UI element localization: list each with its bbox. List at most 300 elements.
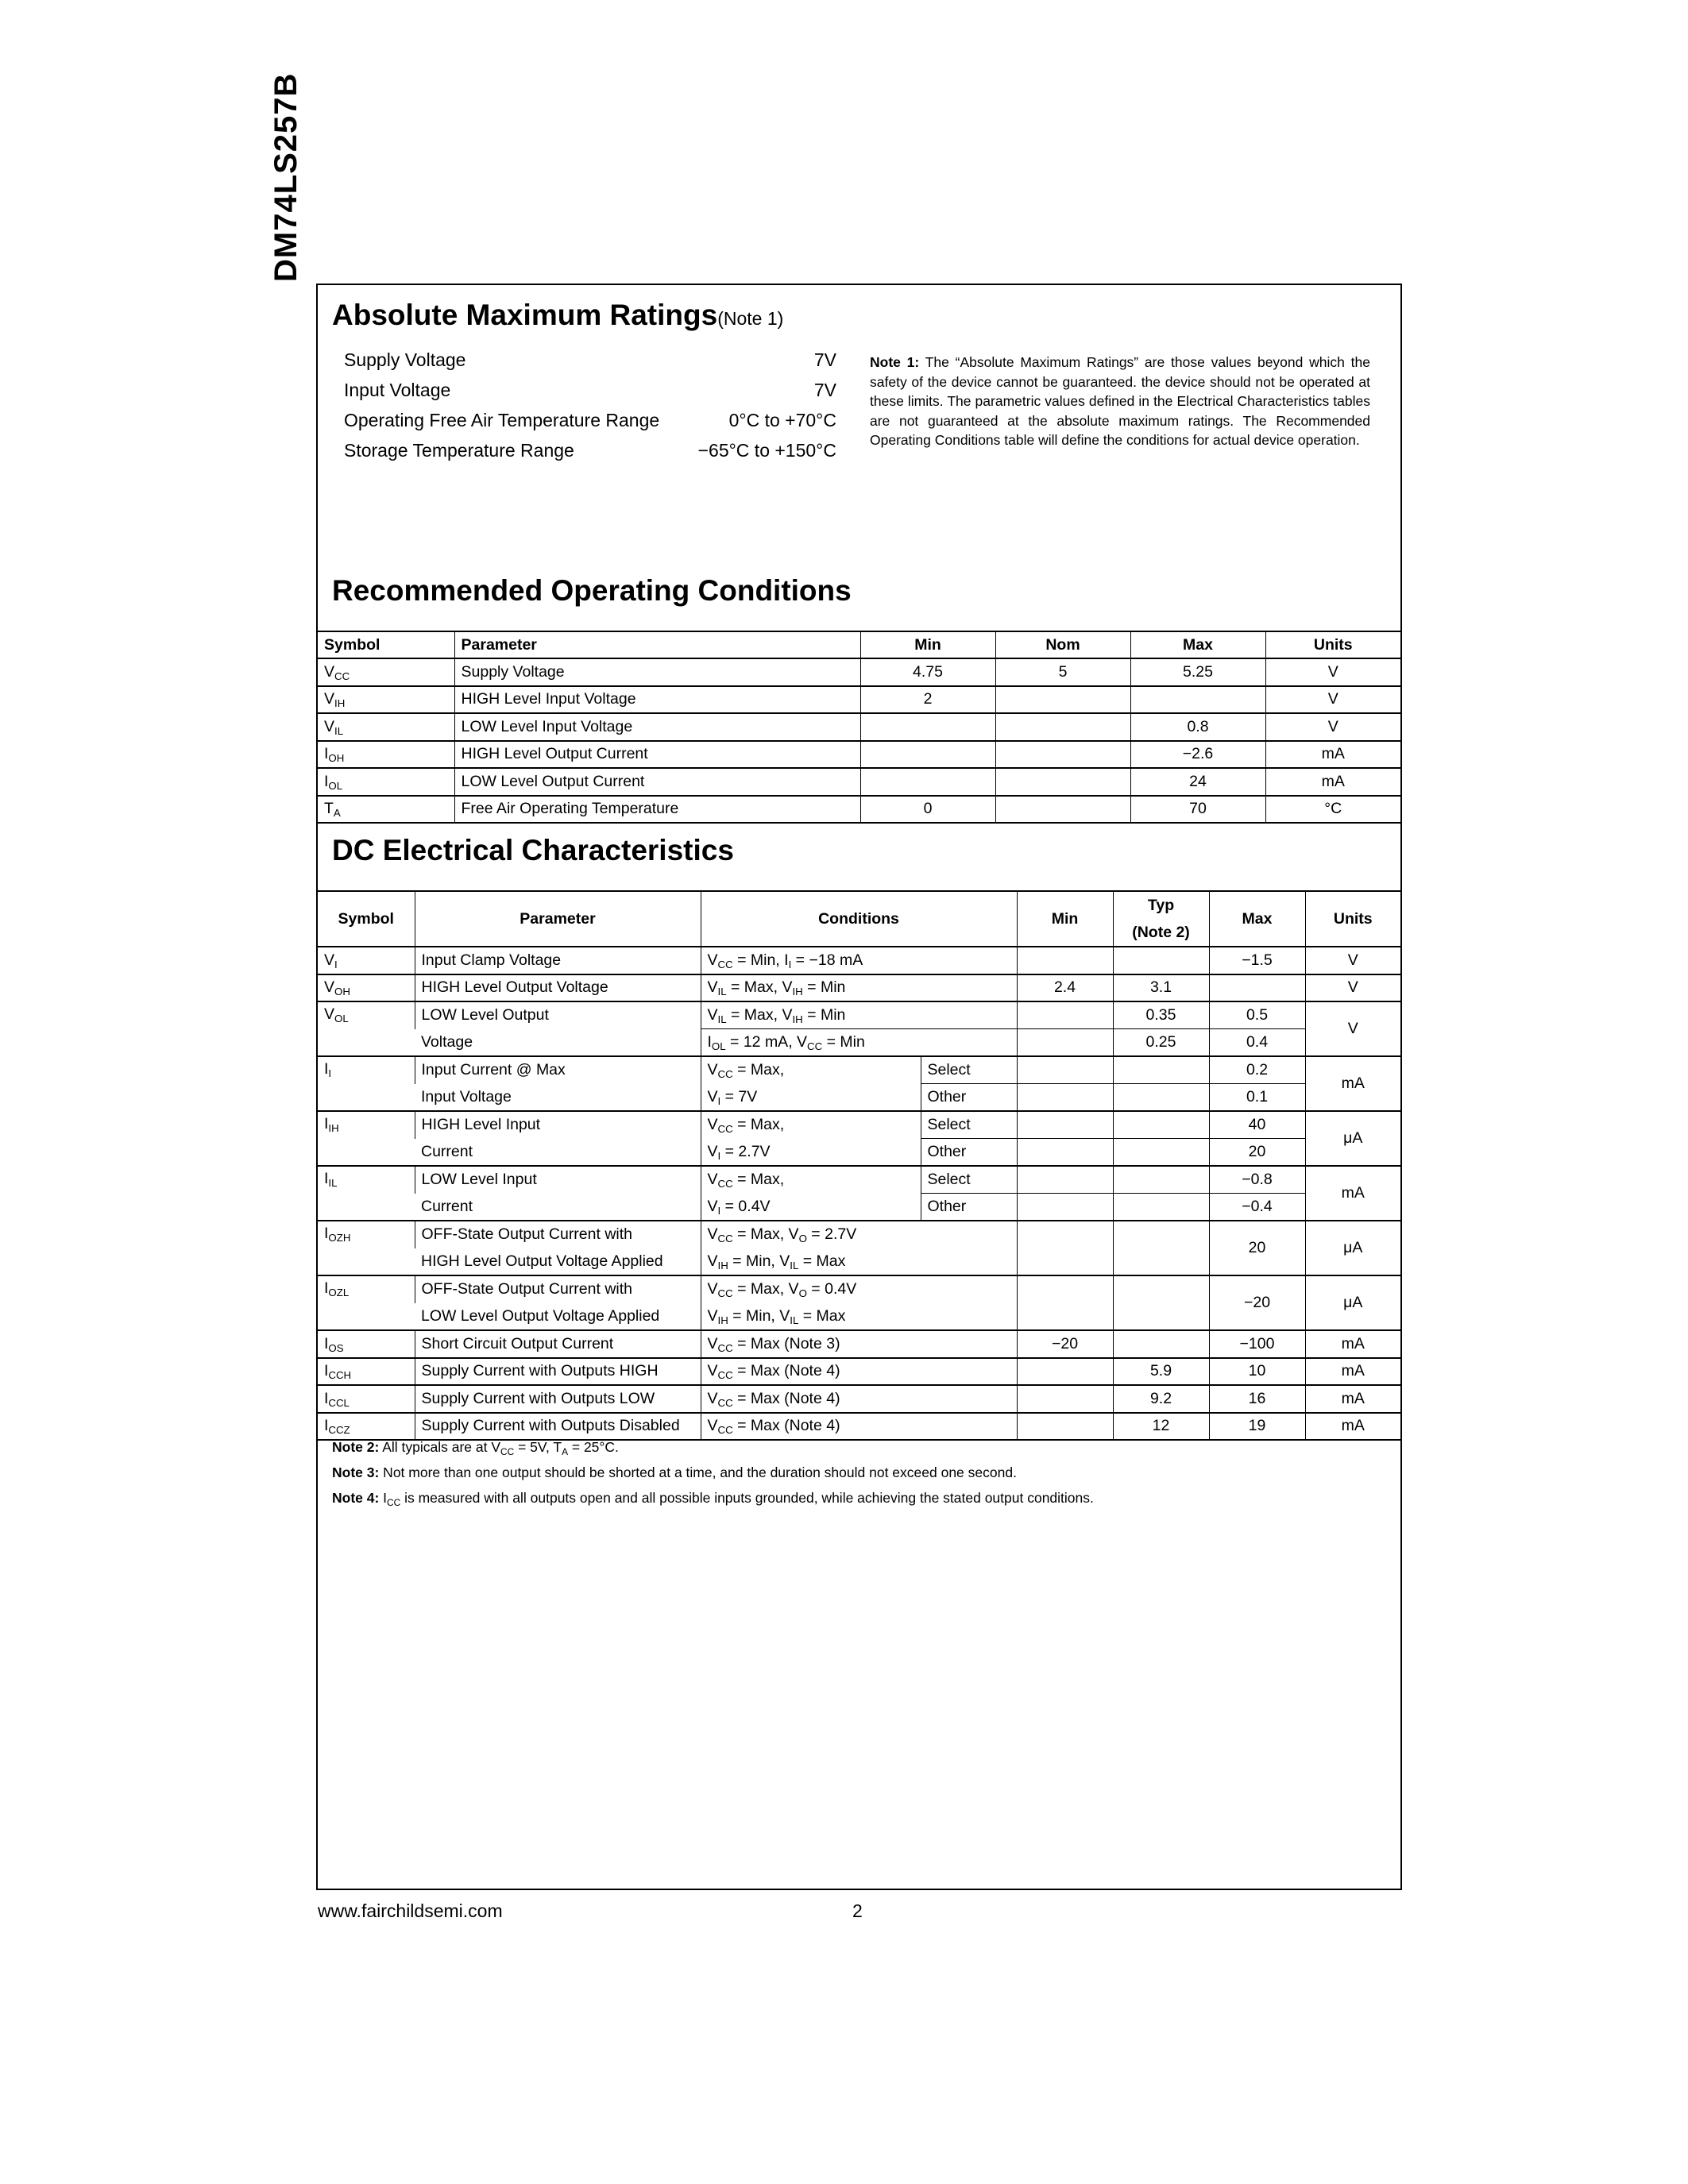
dc-parameter: Input Voltage — [415, 1084, 701, 1112]
dc-units: mA — [1305, 1166, 1400, 1221]
note-4-label: Note 4: — [332, 1490, 380, 1506]
dc-typ: 9.2 — [1113, 1385, 1209, 1413]
dc-min — [1017, 1358, 1113, 1386]
roc-units: V — [1265, 658, 1400, 686]
cond-text: = 2.7V — [806, 1225, 857, 1244]
dc-row — [318, 1111, 1400, 1139]
dc-header-units: Units — [1305, 891, 1400, 947]
dc-max: 0.4 — [1209, 1029, 1305, 1057]
dc-typ — [1113, 1084, 1209, 1112]
symbol-subscript: OZL — [328, 1287, 350, 1298]
roc-max: 0.8 — [1130, 713, 1265, 741]
cond-subscript: IH — [717, 1259, 728, 1271]
symbol-base: V — [324, 690, 335, 708]
roc-min — [860, 741, 995, 769]
cond-subscript: I — [788, 958, 792, 970]
dc-min — [1017, 1385, 1113, 1413]
cond-subscript: CC — [717, 1233, 733, 1245]
roc-parameter: LOW Level Input Voltage — [454, 713, 860, 741]
cond-subscript: CC — [717, 958, 733, 970]
roc-units: V — [1265, 713, 1400, 741]
cond-text: = Max (Note 4) — [732, 1362, 840, 1380]
dc-parameter: Current — [415, 1194, 701, 1221]
symbol-base: I — [324, 1225, 329, 1242]
rating-value: 7V — [813, 380, 836, 400]
cond-text: = Max, — [732, 1116, 785, 1134]
symbol-subscript: IL — [328, 1177, 338, 1189]
cond-text: = Max — [798, 1306, 846, 1325]
roc-parameter: HIGH Level Input Voltage — [454, 686, 860, 714]
rating-label: Input Voltage — [344, 380, 451, 400]
roc-max: 70 — [1130, 796, 1265, 824]
dc-symbol — [318, 1166, 415, 1221]
dc-parameter: HIGH Level Output Voltage — [415, 974, 701, 1002]
roc-parameter: HIGH Level Output Current — [454, 741, 860, 769]
dc-units: mA — [1305, 1358, 1400, 1386]
dc-row — [318, 1330, 1400, 1358]
dc-parameter: Current — [415, 1139, 701, 1167]
dc-conditions — [701, 1139, 921, 1167]
symbol-subscript: IH — [328, 1122, 339, 1134]
dc-input-select: Select — [921, 1056, 1017, 1084]
dc-min — [1017, 947, 1113, 974]
cond-subscript: CC — [717, 1369, 733, 1382]
cond-text: = Min — [822, 1033, 865, 1051]
roc-units: V — [1265, 686, 1400, 714]
dc-header-typ — [1113, 891, 1209, 947]
cond-text: V — [707, 1171, 718, 1189]
cond-subscript: IL — [717, 1013, 727, 1025]
cond-subscript: CC — [717, 1068, 733, 1081]
dc-header-max: Max — [1209, 891, 1305, 947]
rating-row — [344, 349, 836, 380]
roc-min: 2 — [860, 686, 995, 714]
note-1-label: Note 1: — [870, 354, 920, 370]
dc-max: 0.1 — [1209, 1084, 1305, 1112]
cond-text: = 2.7V — [720, 1142, 771, 1160]
symbol-subscript: I — [328, 1067, 332, 1079]
cond-text: = 0.4V — [720, 1197, 771, 1215]
dc-table — [318, 890, 1400, 1441]
dc-input-other: Other — [921, 1084, 1017, 1112]
dc-units: μA — [1305, 1111, 1400, 1166]
dc-max: 19 — [1209, 1413, 1305, 1441]
note-text: is measured with all outputs open and all possible inputs grounded, while achieving the stated output conditions. — [400, 1490, 1094, 1506]
cond-text: = −18 mA — [791, 951, 863, 969]
dc-row — [318, 1029, 1400, 1057]
dc-typ — [1113, 947, 1209, 974]
roc-header-min: Min — [860, 631, 995, 658]
roc-nom — [995, 796, 1130, 824]
symbol-base: I — [324, 1170, 329, 1187]
cond-text: V — [707, 1252, 718, 1270]
dc-conditions — [701, 1248, 1017, 1276]
dc-parameter: Supply Current with Outputs HIGH — [415, 1358, 701, 1386]
dc-header-typ-label: Typ — [1147, 897, 1175, 914]
cond-text: I — [707, 1033, 712, 1051]
dc-units: mA — [1305, 1330, 1400, 1358]
cond-text: V — [707, 1417, 718, 1435]
roc-header-row — [318, 631, 1400, 658]
symbol-base: I — [324, 1334, 329, 1352]
rating-row — [344, 410, 836, 440]
rating-label: Storage Temperature Range — [344, 440, 574, 461]
dc-row — [318, 1413, 1400, 1441]
rating-label: Supply Voltage — [344, 349, 466, 370]
cond-subscript: IL — [790, 1314, 799, 1326]
dc-typ: 0.25 — [1113, 1029, 1209, 1057]
dc-row — [318, 974, 1400, 1002]
symbol-subscript: A — [333, 807, 341, 820]
dc-input-other: Other — [921, 1139, 1017, 1167]
dc-symbol — [318, 1385, 415, 1413]
dc-symbol — [318, 1111, 415, 1166]
dc-header-symbol: Symbol — [318, 891, 415, 947]
cond-text: V — [707, 1142, 718, 1160]
dc-row — [318, 947, 1400, 974]
dc-units: mA — [1305, 1413, 1400, 1441]
dc-header-parameter: Parameter — [415, 891, 701, 947]
dc-min — [1017, 1413, 1113, 1441]
dc-parameter: LOW Level Output — [415, 1001, 701, 1029]
dc-conditions — [701, 1029, 1017, 1057]
dc-min — [1017, 1029, 1113, 1057]
cond-text: = Min, V — [728, 1306, 790, 1325]
cond-text: V — [707, 978, 718, 997]
dc-max: 10 — [1209, 1358, 1305, 1386]
symbol-base: V — [324, 951, 335, 969]
dc-max — [1209, 974, 1305, 1002]
dc-typ — [1113, 1330, 1209, 1358]
dc-typ — [1113, 1221, 1209, 1275]
symbol-subscript: OZH — [328, 1232, 351, 1244]
roc-symbol — [318, 768, 454, 796]
dc-max: −100 — [1209, 1330, 1305, 1358]
dc-max: 20 — [1209, 1139, 1305, 1167]
symbol-base: T — [324, 800, 334, 818]
dc-min: −20 — [1017, 1330, 1113, 1358]
rating-row — [344, 440, 836, 470]
cond-text: = Max — [798, 1252, 846, 1270]
cond-subscript: IL — [790, 1259, 799, 1271]
dc-symbol — [318, 974, 415, 1002]
rating-row — [344, 380, 836, 410]
dc-conditions — [701, 1413, 1017, 1441]
cond-subscript: IH — [717, 1314, 728, 1326]
dc-units: mA — [1305, 1056, 1400, 1111]
cond-subscript: IH — [792, 986, 803, 998]
roc-parameter: Supply Voltage — [454, 658, 860, 686]
abs-max-title-text: Absolute Maximum Ratings — [332, 299, 718, 331]
cond-text: = Min, I — [732, 951, 789, 969]
dc-header-row — [318, 891, 1400, 947]
note-subscript: CC — [500, 1446, 515, 1457]
dc-conditions — [701, 1330, 1017, 1358]
dc-parameter: Supply Current with Outputs LOW — [415, 1385, 701, 1413]
roc-symbol — [318, 713, 454, 741]
dc-min — [1017, 1194, 1113, 1221]
dc-max: 20 — [1209, 1221, 1305, 1275]
dc-title: DC Electrical Characteristics — [332, 834, 734, 866]
cond-text: V — [707, 951, 718, 969]
dc-row — [318, 1275, 1400, 1303]
dc-max: 0.5 — [1209, 1001, 1305, 1029]
note-3-label: Note 3: — [332, 1464, 380, 1480]
symbol-base: I — [324, 1362, 329, 1380]
cond-subscript: IL — [717, 986, 727, 998]
dc-min: 2.4 — [1017, 974, 1113, 1002]
dc-max: 0.2 — [1209, 1056, 1305, 1084]
roc-parameter: LOW Level Output Current — [454, 768, 860, 796]
roc-symbol — [318, 796, 454, 824]
cond-text: = Min, V — [728, 1252, 790, 1270]
note-text: = 5V, T — [514, 1439, 562, 1455]
symbol-subscript: CCZ — [328, 1424, 350, 1437]
roc-symbol — [318, 741, 454, 769]
dc-conditions — [701, 1385, 1017, 1413]
roc-units: mA — [1265, 768, 1400, 796]
symbol-subscript: OL — [334, 1013, 349, 1024]
dc-symbol — [318, 1001, 415, 1056]
dc-header-min: Min — [1017, 891, 1113, 947]
roc-row — [318, 686, 1400, 714]
roc-min — [860, 768, 995, 796]
symbol-subscript: OH — [328, 752, 345, 765]
dc-conditions — [701, 974, 1017, 1002]
rating-value: −65°C to +150°C — [697, 440, 836, 461]
dc-symbol — [318, 1413, 415, 1441]
dc-input-other: Other — [921, 1194, 1017, 1221]
roc-table — [318, 631, 1400, 824]
note-subscript: CC — [387, 1497, 401, 1508]
dc-parameter: Short Circuit Output Current — [415, 1330, 701, 1358]
dc-row — [318, 1084, 1400, 1112]
roc-header-units: Units — [1265, 631, 1400, 658]
cond-subscript: CC — [717, 1396, 733, 1409]
footer-page-number: 2 — [852, 1900, 863, 1921]
dc-symbol — [318, 1330, 415, 1358]
cond-text: V — [707, 1389, 718, 1407]
symbol-base: I — [324, 1389, 329, 1407]
abs-max-note-ref: (Note 1) — [717, 308, 784, 329]
symbol-base: I — [324, 1060, 329, 1078]
roc-units: °C — [1265, 796, 1400, 824]
roc-nom — [995, 768, 1130, 796]
dc-symbol — [318, 1358, 415, 1386]
cond-text: V — [707, 1334, 718, 1352]
dc-parameter: HIGH Level Input — [415, 1111, 701, 1139]
dc-conditions — [701, 1056, 921, 1084]
dc-header-typ-note: (Note 2) — [1132, 924, 1190, 941]
dc-parameter: LOW Level Input — [415, 1166, 701, 1194]
cond-text: = 12 mA, V — [725, 1033, 808, 1051]
dc-conditions — [701, 1084, 921, 1112]
dc-max: −0.4 — [1209, 1194, 1305, 1221]
roc-row — [318, 741, 1400, 769]
roc-row — [318, 658, 1400, 686]
symbol-subscript: I — [334, 958, 338, 970]
dc-conditions — [701, 947, 1017, 974]
roc-parameter: Free Air Operating Temperature — [454, 796, 860, 824]
cond-text: = Max, V — [726, 1006, 793, 1024]
roc-max: 24 — [1130, 768, 1265, 796]
cond-text: V — [707, 1197, 718, 1215]
note-4 — [332, 1490, 1094, 1515]
dc-conditions — [701, 1111, 921, 1139]
cond-text: = 0.4V — [806, 1280, 857, 1298]
cond-text: V — [707, 1362, 718, 1380]
note-2-label: Note 2: — [332, 1439, 380, 1455]
cond-text: = Max (Note 3) — [732, 1334, 840, 1352]
note-subscript: A — [562, 1446, 568, 1457]
dc-min — [1017, 1111, 1113, 1139]
dc-units: V — [1305, 974, 1400, 1002]
cond-text: = Max, — [732, 1171, 785, 1189]
dc-units: μA — [1305, 1275, 1400, 1330]
roc-row — [318, 713, 1400, 741]
cond-text: V — [707, 1280, 718, 1298]
cond-subscript: I — [717, 1149, 721, 1162]
symbol-base: I — [324, 1417, 329, 1435]
dc-typ: 3.1 — [1113, 974, 1209, 1002]
cond-subscript: OL — [711, 1040, 726, 1052]
cond-text: = Max, — [732, 1061, 785, 1079]
cond-text: V — [707, 1225, 718, 1244]
cond-text: = Max (Note 4) — [732, 1389, 840, 1407]
dc-max: 16 — [1209, 1385, 1305, 1413]
note-text: I — [379, 1490, 388, 1506]
dc-conditions — [701, 1166, 921, 1194]
dc-min — [1017, 1001, 1113, 1029]
dc-symbol — [318, 1221, 415, 1275]
roc-min: 4.75 — [860, 658, 995, 686]
abs-max-title — [332, 299, 783, 332]
note-3 — [332, 1464, 1094, 1490]
note-2 — [332, 1439, 1094, 1464]
roc-units: mA — [1265, 741, 1400, 769]
dc-row — [318, 1221, 1400, 1248]
cond-subscript: CC — [717, 1123, 733, 1136]
symbol-base: I — [324, 1115, 329, 1133]
dc-conditions — [701, 1303, 1017, 1331]
symbol-base: V — [324, 1005, 335, 1023]
roc-nom — [995, 741, 1130, 769]
roc-min — [860, 713, 995, 741]
symbol-subscript: IL — [334, 724, 344, 737]
rating-value: 0°C to +70°C — [728, 410, 836, 430]
cond-text: = 7V — [720, 1087, 758, 1106]
roc-header-parameter: Parameter — [454, 631, 860, 658]
dc-row — [318, 1139, 1400, 1167]
dc-parameter: Input Current @ Max — [415, 1056, 701, 1084]
dc-row — [318, 1194, 1400, 1221]
cond-subscript: CC — [807, 1040, 823, 1052]
cond-text: = Min — [802, 978, 846, 997]
cond-subscript: IH — [792, 1013, 803, 1025]
roc-symbol — [318, 658, 454, 686]
dc-conditions — [701, 1275, 1017, 1303]
roc-row — [318, 768, 1400, 796]
dc-typ — [1113, 1275, 1209, 1330]
symbol-subscript: CCL — [328, 1396, 350, 1409]
dc-typ: 12 — [1113, 1413, 1209, 1441]
cond-subscript: O — [798, 1287, 807, 1300]
dc-input-select: Select — [921, 1111, 1017, 1139]
dc-conditions — [701, 1221, 1017, 1248]
part-number-side-title: DM74LS257B — [268, 72, 303, 282]
symbol-subscript: OS — [328, 1341, 344, 1354]
dc-symbol — [318, 947, 415, 974]
dc-parameter: LOW Level Output Voltage Applied — [415, 1303, 701, 1331]
symbol-subscript: OL — [328, 779, 343, 792]
symbol-base: I — [324, 772, 329, 790]
roc-header-symbol: Symbol — [318, 631, 454, 658]
dc-typ — [1113, 1166, 1209, 1194]
dc-min — [1017, 1275, 1113, 1330]
note-text: Not more than one output should be shorted at a time, and the duration should not exceed one second. — [379, 1464, 1017, 1480]
dc-max: −1.5 — [1209, 947, 1305, 974]
roc-nom: 5 — [995, 658, 1130, 686]
rating-value: 7V — [813, 349, 836, 370]
dc-units: V — [1305, 1001, 1400, 1056]
cond-text: = Max, V — [726, 978, 793, 997]
cond-text: V — [707, 1306, 718, 1325]
cond-text: = Max (Note 4) — [732, 1417, 840, 1435]
symbol-base: V — [324, 717, 335, 735]
roc-header-nom: Nom — [995, 631, 1130, 658]
dc-conditions — [701, 1001, 1017, 1029]
dc-min — [1017, 1166, 1113, 1194]
cond-text: = Max, V — [732, 1280, 799, 1298]
symbol-subscript: OH — [334, 986, 350, 998]
dc-min — [1017, 1221, 1113, 1275]
dc-max: 40 — [1209, 1111, 1305, 1139]
dc-parameter: Supply Current with Outputs Disabled — [415, 1413, 701, 1441]
roc-max: −2.6 — [1130, 741, 1265, 769]
cond-text: = Max, V — [732, 1225, 799, 1244]
cond-subscript: CC — [717, 1424, 733, 1437]
dc-conditions — [701, 1194, 921, 1221]
dc-input-select: Select — [921, 1166, 1017, 1194]
cond-subscript: CC — [717, 1287, 733, 1300]
dc-typ: 0.35 — [1113, 1001, 1209, 1029]
dc-units: V — [1305, 947, 1400, 974]
dc-max: −0.8 — [1209, 1166, 1305, 1194]
note-1 — [870, 353, 1370, 450]
dc-typ: 5.9 — [1113, 1358, 1209, 1386]
dc-units: mA — [1305, 1385, 1400, 1413]
dc-typ — [1113, 1194, 1209, 1221]
dc-symbol — [318, 1056, 415, 1111]
note-text: = 25°C. — [568, 1439, 619, 1455]
cond-subscript: CC — [717, 1341, 733, 1354]
dc-parameter: HIGH Level Output Voltage Applied — [415, 1248, 701, 1276]
roc-symbol — [318, 686, 454, 714]
symbol-base: V — [324, 978, 335, 997]
symbol-subscript: CCH — [328, 1369, 352, 1382]
dc-row — [318, 1001, 1400, 1029]
roc-min: 0 — [860, 796, 995, 824]
dc-max: −20 — [1209, 1275, 1305, 1330]
footer-website-link[interactable]: www.fairchildsemi.com — [318, 1900, 503, 1921]
note-1-text: The “Absolute Maximum Ratings” are those values beyond which the safety of the device cannot be guaranteed. the device should not be operated at these limits. The parametric values defined in the Electrical Characteristics tables are not guaranteed at the absolute maximum ratings. The Recommended Operating Conditions table will define the conditions for actual device operation. — [870, 354, 1371, 448]
cond-text: V — [707, 1006, 718, 1024]
cond-subscript: CC — [717, 1178, 733, 1190]
cond-subscript: I — [717, 1094, 721, 1107]
dc-row — [318, 1166, 1400, 1194]
roc-row — [318, 796, 1400, 824]
dc-min — [1017, 1139, 1113, 1167]
